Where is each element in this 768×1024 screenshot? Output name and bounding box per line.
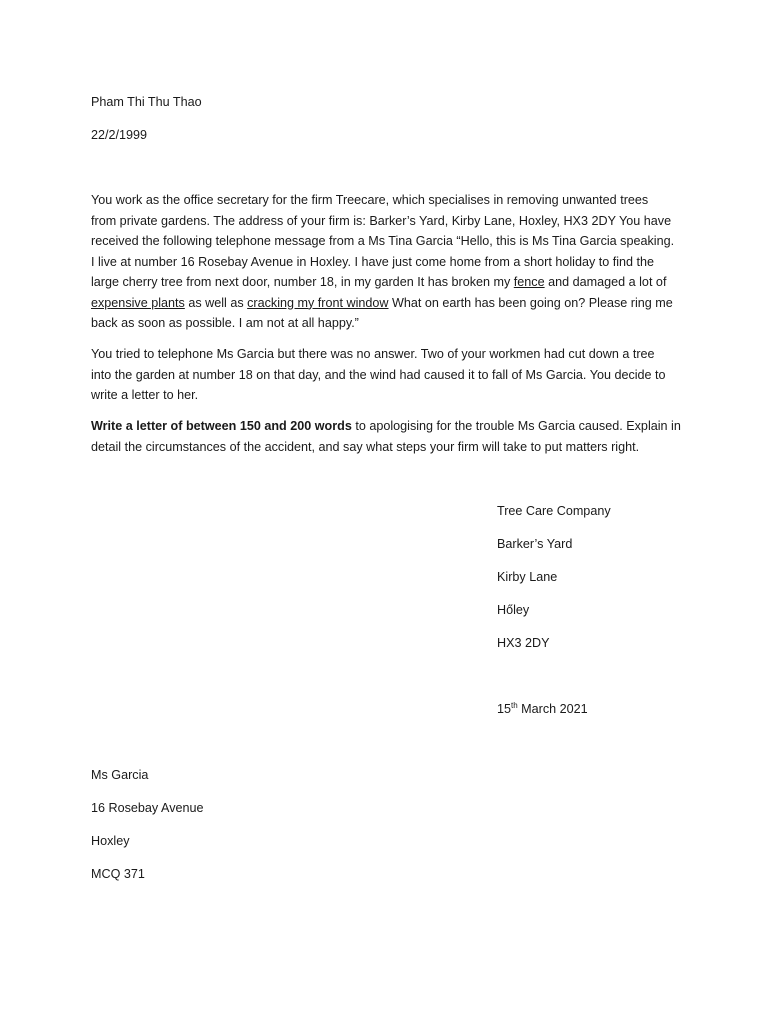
recipient-street: 16 Rosebay Avenue	[91, 801, 204, 815]
date-day: 15	[497, 702, 512, 716]
underlined-fence: fence	[513, 275, 545, 289]
text-run: What on earth has been going on? Please ring me	[388, 295, 673, 310]
bold-instruction: Write a letter of between 150 and 200 words	[91, 419, 352, 433]
text-run: as well as	[184, 295, 248, 310]
paragraph-line: detail the circumstances of the accident, and say what steps your firm will take to put matters right.	[91, 439, 640, 454]
text-run: and damaged a lot of	[544, 275, 667, 289]
recipient-name: Ms Garcia	[91, 768, 149, 782]
recipient-postcode: MCQ 371	[91, 867, 145, 881]
paragraph-line: I live at number 16 Rosebay Avenue in Hoxley. I have just come home from a short holiday to find the	[91, 254, 655, 269]
letter-date	[497, 700, 588, 718]
task-paragraph-1	[91, 190, 691, 334]
header-date: 22/2/1999	[91, 128, 148, 142]
text-run: to apologising for the trouble Ms Garcia caused. Explain in	[351, 419, 681, 433]
paragraph-line: into the garden at number 18 on that day, and the wind had caused it to fall of Ms Garcia. You decide to	[91, 367, 666, 382]
task-paragraph-3	[91, 416, 691, 457]
paragraph-line: back as soon as possible. I am not at all happy.”	[91, 316, 359, 330]
paragraph-line	[91, 272, 691, 293]
underlined-cracking-window: cracking my front window	[247, 295, 389, 310]
date-suffix: th	[511, 701, 518, 710]
paragraph-line: write a letter to her.	[91, 388, 199, 402]
paragraph-line: received the following telephone message from a Ms Tina Garcia “Hello, this is Ms Tina Garcia speaking.	[91, 234, 675, 248]
paragraph-line: You tried to telephone Ms Garcia but there was no answer. Two of your workmen had cut down a tree	[91, 347, 655, 361]
task-paragraph-2	[91, 344, 691, 406]
paragraph-line	[91, 293, 691, 314]
text-run: large cherry tree from next door, number 18, in my garden It has broken my	[91, 275, 514, 289]
sender-street: Barker’s Yard	[497, 537, 573, 551]
underlined-expensive-plants: expensive plants	[91, 295, 185, 310]
sender-postcode: HX3 2DY	[497, 636, 550, 650]
paragraph-line: from private gardens. The address of your firm is: Barker’s Yard, Kirby Lane, Hoxley, HX3 2DY You have	[91, 213, 672, 228]
sender-lane: Kirby Lane	[497, 570, 558, 584]
sender-company: Tree Care Company	[497, 504, 611, 518]
author-name: Pham Thi Thu Thao	[91, 95, 202, 109]
paragraph-line: You work as the office secretary for the firm Treecare, which specialises in removing unwanted trees	[91, 193, 649, 207]
date-month-year: March 2021	[517, 702, 588, 716]
sender-town: Hőley	[497, 603, 530, 617]
paragraph-line	[91, 416, 691, 437]
recipient-town: Hoxley	[91, 834, 130, 848]
